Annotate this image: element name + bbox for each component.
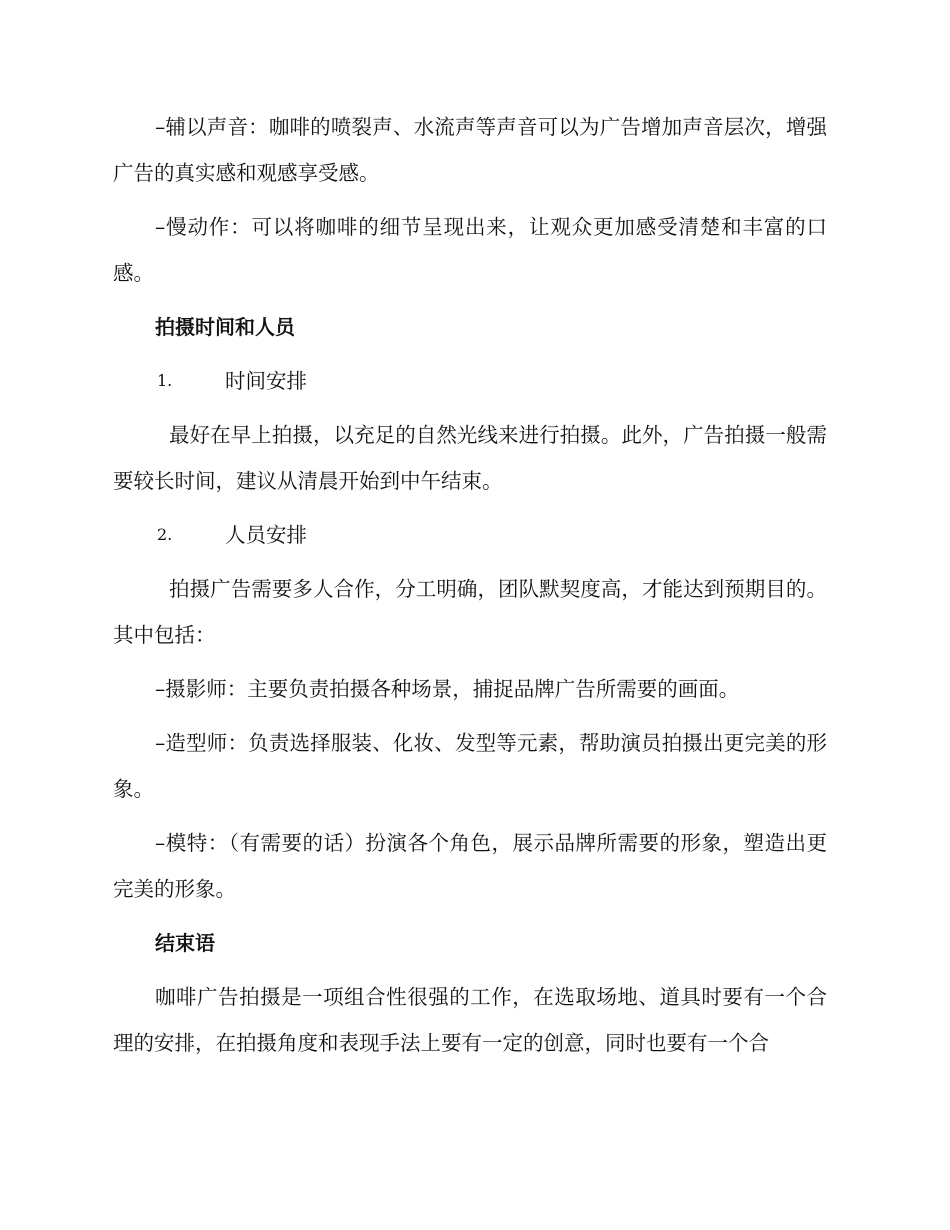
list-item-staff xyxy=(113,512,827,558)
staff-paragraph: 拍摄广告需要多人合作，分工明确，团队默契度高，才能达到预期目的。其中包括： xyxy=(113,577,827,647)
conclusion-paragraph: 咖啡广告拍摄是一项组合性很强的工作，在选取场地、道具时要有一个合理的安排，在拍摄角度和表现手法上要有一定的创意，同时也要有一个合 xyxy=(113,985,827,1055)
list-label: 时间安排 xyxy=(225,369,307,393)
schedule-heading: 拍摄时间和人员 xyxy=(155,315,295,339)
sound-paragraph: –辅以声音：咖啡的喷裂声、水流声等声音可以为广告增加声音层次，增强广告的真实感和观感享受感。 xyxy=(113,115,827,185)
list-number: 1. xyxy=(157,371,173,390)
list-item-time xyxy=(113,358,827,404)
time-paragraph: 最好在早上拍摄，以充足的自然光线来进行拍摄。此外，广告拍摄一般需要较长时间，建议从清晨开始到中午结束。 xyxy=(113,423,827,493)
slow-motion-paragraph: –慢动作：可以将咖啡的细节呈现出来，让观众更加感受清楚和丰富的口感。 xyxy=(113,215,827,285)
list-label: 人员安排 xyxy=(225,523,307,547)
stylist-paragraph: –造型师：负责选择服装、化妆、发型等元素，帮助演员拍摄出更完美的形象。 xyxy=(113,731,827,801)
model-paragraph: –模特：（有需要的话）扮演各个角色，展示品牌所需要的形象，塑造出更完美的形象。 xyxy=(113,831,827,901)
list-number: 2. xyxy=(157,525,173,544)
photographer-paragraph: –摄影师：主要负责拍摄各种场景，捕捉品牌广告所需要的画面。 xyxy=(155,677,740,701)
document-content xyxy=(113,104,827,1074)
conclusion-heading: 结束语 xyxy=(155,931,215,955)
